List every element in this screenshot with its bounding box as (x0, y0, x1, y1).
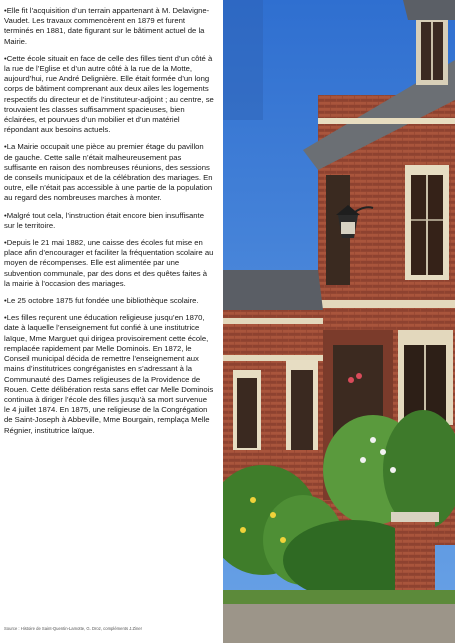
paragraph-instruction: •Malgré tout cela, l’instruction était encore bien insuffisante sur le territoire. (4, 210, 204, 230)
paragraph-caisse-ecoles: •Depuis le 21 mai 1882, une caisse des écoles fut mise en place afin d’encourager et faciliter la fréquentation scolaire au moyen de récompenses. Elle est alimentée par une subvention communale, par des dons et des quêtes faites à la mairie à l’occasion des mariages. (4, 238, 214, 288)
paragraph-bibliotheque: •Le 25 octobre 1875 fut fondée une bibliothèque scolaire. (4, 296, 199, 306)
ground (223, 600, 455, 643)
paragraph-terrain: •Elle fit l’acquisition d’un terrain appartenant à M. Delavigne-Vaudet. Les travaux commencèrent en 1879 et furent terminés en 1881, date figurant sur le bâtiment actuel de la Mairie. (4, 6, 210, 46)
source-caption: Source : Histoire de Saint-Quentin-Lamotte, G. Droz, compléments J.Ziner (4, 626, 143, 631)
building-photo (223, 0, 455, 643)
paragraph-ecole-filles: •Les filles reçurent une éducation religieuse jusqu’en 1870, date à laquelle l’enseignement fut confié à une institutrice laïque, Mme Marguet qui dirigea provisoirement cette école, remplacée rapidement par Melle Dominois. En 1872, le Conseil municipal décida de remettre l’enseignement aux mains d’institutrices congréganistes en s’adressant à la Communauté des Dames religieuses de la Providence de Rouen. Cette délibération resta sans effet car Melle Dominois continua à diriger l’école des filles jusqu’à sa mort survenue le 4 juillet 1874. En 1875, une religieuse de la Congrégation de Saint-Joseph à Abbeville, Mme Bourgain, remplaça Melle Régnier, institutrice laïque. (4, 313, 214, 435)
text-column (0, 0, 223, 643)
paragraph-mairie: •La Mairie occupait une pièce au premier étage du pavillon de gauche. Cette salle n’était malheureusement pas suffisante en raison des nombreuses réunions, des sessions de conseils municipaux et de la célébration des mariages. En outre, elle n’était pas accessible à une partie de la population au regard des nombreuses marches à monter. (4, 142, 213, 203)
article-body (0, 6, 214, 443)
paragraph-ecole-garcons: •Cette école situait en face de celle des filles tient d’un côté à la rue de l’Eglise et d’un autre côté à la rue de la Motte, aujourd’hui, rue André Delignière. Elle était formée d’un long corps de bâtiment comprenant aux deux ailes les logements respectifs du directeur et de l’instituteur-adjoint ; au centre, se trouvaient les classes suffisamment spacieuses, bien éclairées, et pourvues d’un mobilier et d’un matériel répondant aux besoins actuels. (4, 53, 214, 135)
